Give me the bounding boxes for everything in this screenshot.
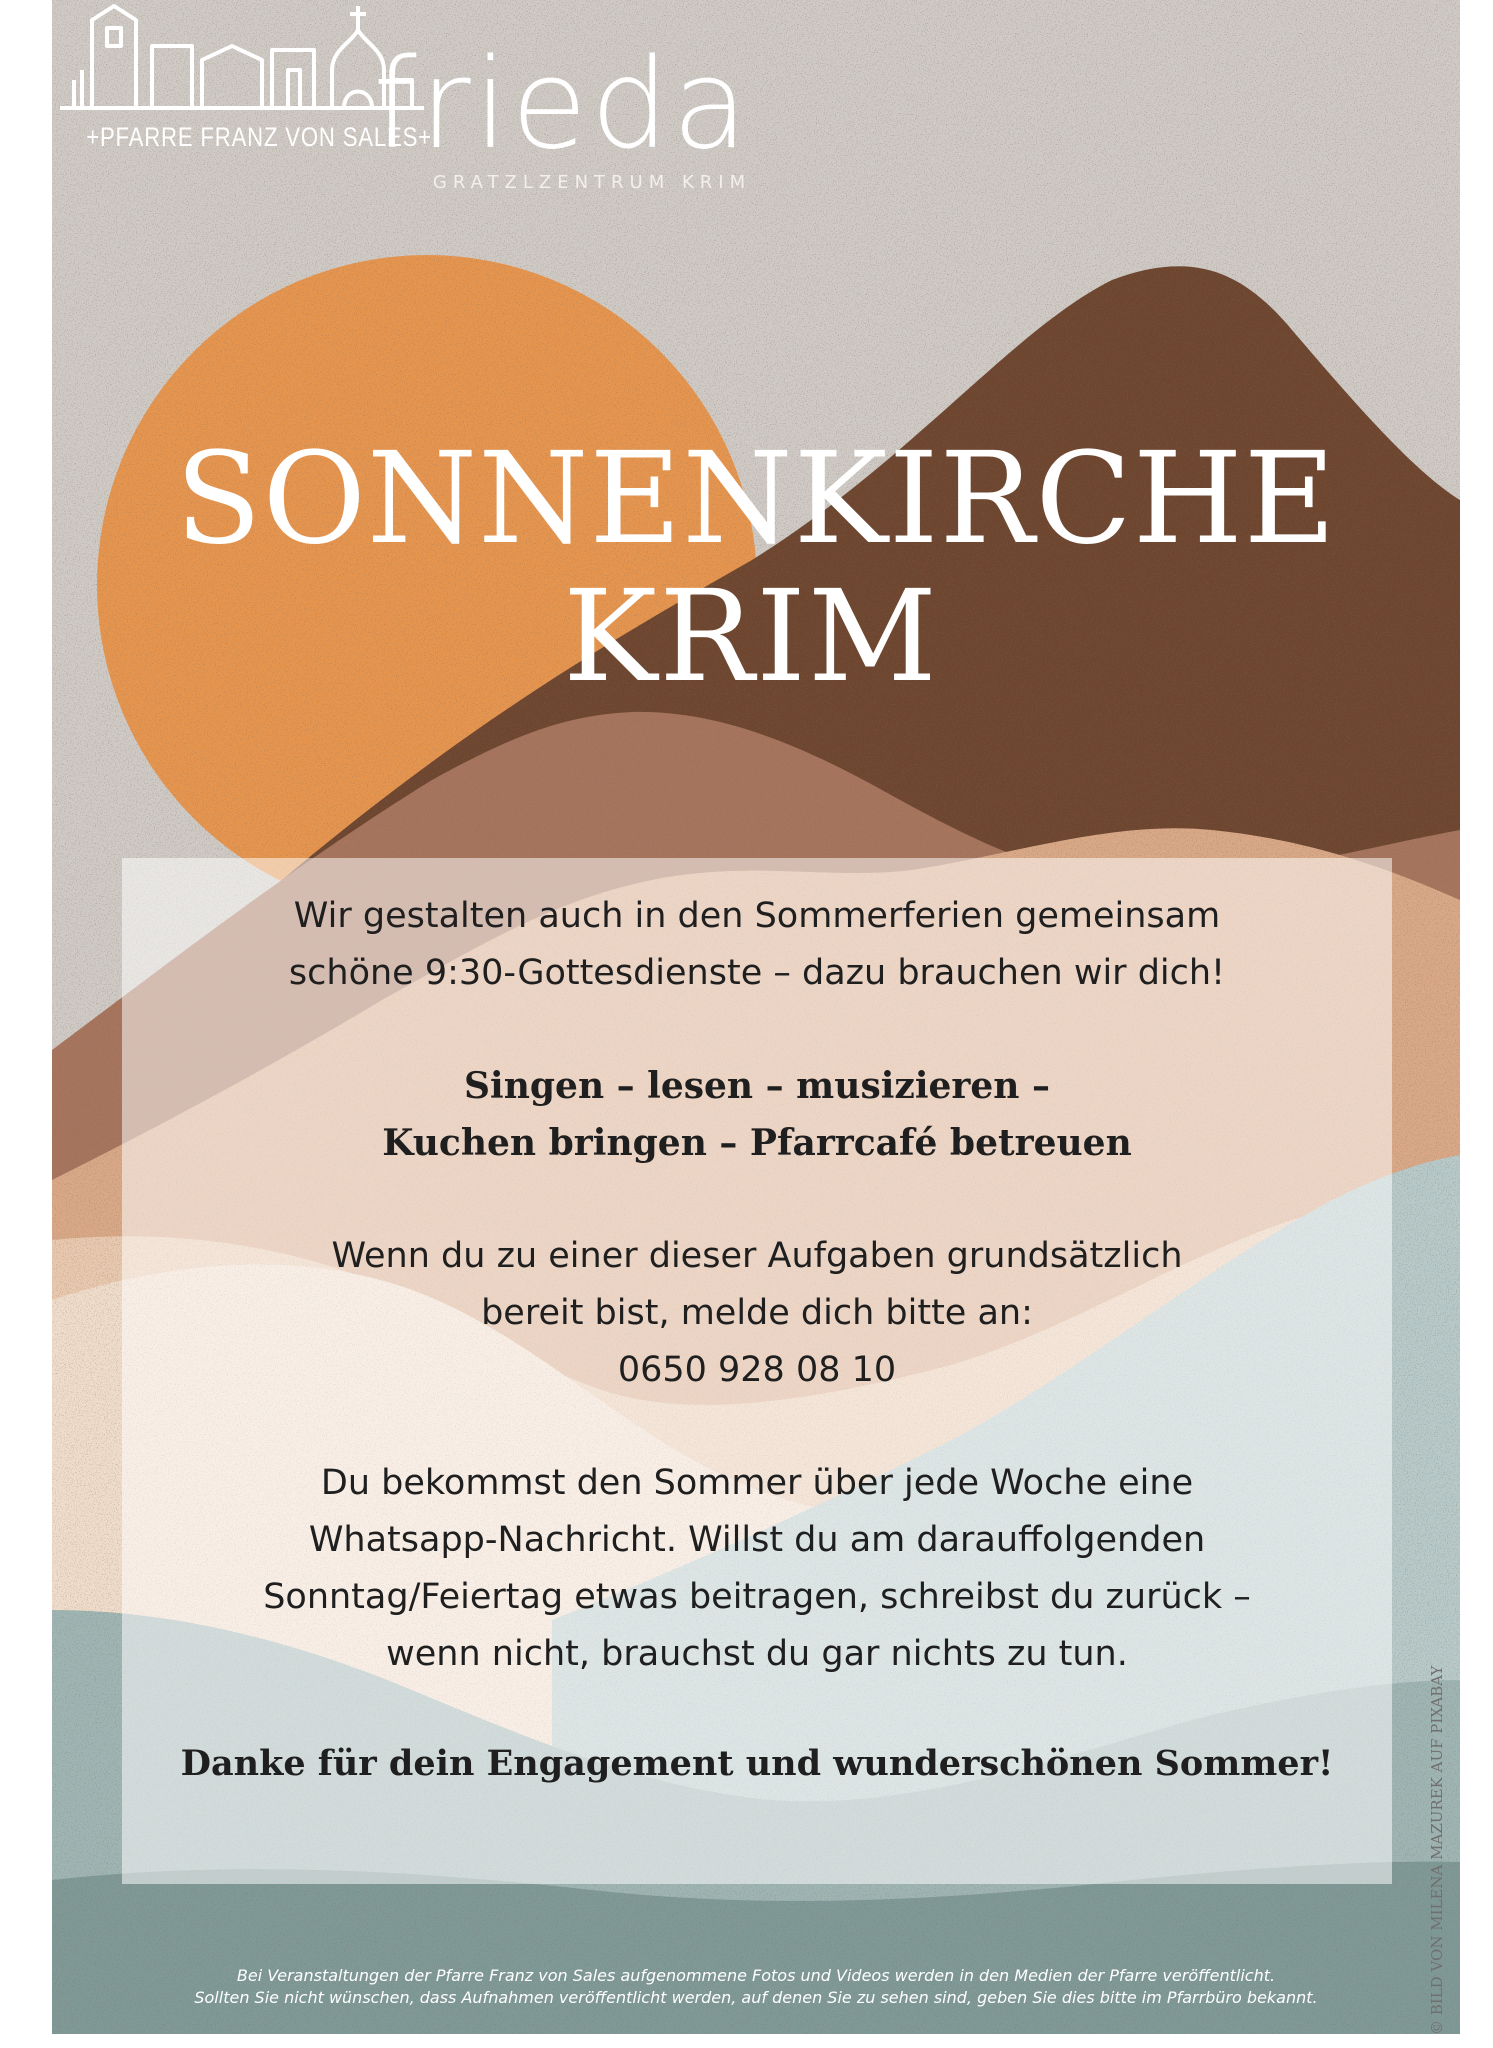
pfarre-logo xyxy=(52,0,432,170)
tasks-line-2: Kuchen bringen – Pfarrcafé betreuen xyxy=(382,1122,1132,1164)
thanks-line: Danke für dein Engagement und wunderschönen Sommer! xyxy=(180,1743,1334,1784)
intro-line-2: schöne 9:30-Gottesdienste – dazu brauchen wir dich! xyxy=(288,953,1226,993)
content-text xyxy=(122,888,1392,1792)
intro-line-1: Wir gestalten auch in den Sommerferien gemeinsam xyxy=(293,896,1221,936)
title-line-2: KRIM xyxy=(563,563,939,710)
frieda-subtitle: GRATZLZENTRUM KRIM xyxy=(432,172,752,193)
photo-notice-footer xyxy=(52,1965,1460,2009)
page-title xyxy=(52,425,1460,710)
title-line-1: SONNENKIRCHE xyxy=(175,425,1337,572)
poster xyxy=(52,0,1460,2034)
contact-line-2: bereit bist, melde dich bitte an: xyxy=(481,1293,1033,1333)
footer-line-1: Bei Veranstaltungen der Pfarre Franz von Sales aufgenommene Fotos und Videos werden in den Medien der Pfarre veröffentlicht. xyxy=(236,1966,1276,1985)
info-line-2: Whatsapp-Nachricht. Willst du am darauffolgenden xyxy=(308,1520,1206,1560)
frieda-wordmark: frieda xyxy=(372,33,752,177)
footer-line-2: Sollten Sie nicht wünschen, dass Aufnahmen veröffentlicht werden, auf denen Sie zu sehen sind, geben Sie dies bitte im Pfarrbüro bekannt. xyxy=(194,1988,1318,2007)
content-panel xyxy=(122,858,1392,1884)
contact-line-1: Wenn du zu einer dieser Aufgaben grundsätzlich xyxy=(331,1236,1183,1276)
pfarre-subtitle: +PFARRE FRANZ VON SALES+ xyxy=(86,122,432,152)
tasks-line-1: Singen – lesen – musizieren – xyxy=(464,1065,1050,1107)
phone-number: 0650 928 08 10 xyxy=(617,1350,897,1390)
church-skyline-icon xyxy=(52,0,432,118)
info-line-1: Du bekommst den Sommer über jede Woche eine xyxy=(320,1463,1194,1503)
info-line-4: wenn nicht, brauchst du gar nichts zu tun. xyxy=(386,1634,1128,1674)
image-credit: © BILD VON MILENA MAZUREK AUF PIXABAY xyxy=(1428,1665,1446,2035)
info-line-3: Sonntag/Feiertag etwas beitragen, schreibst du zurück – xyxy=(263,1577,1251,1617)
